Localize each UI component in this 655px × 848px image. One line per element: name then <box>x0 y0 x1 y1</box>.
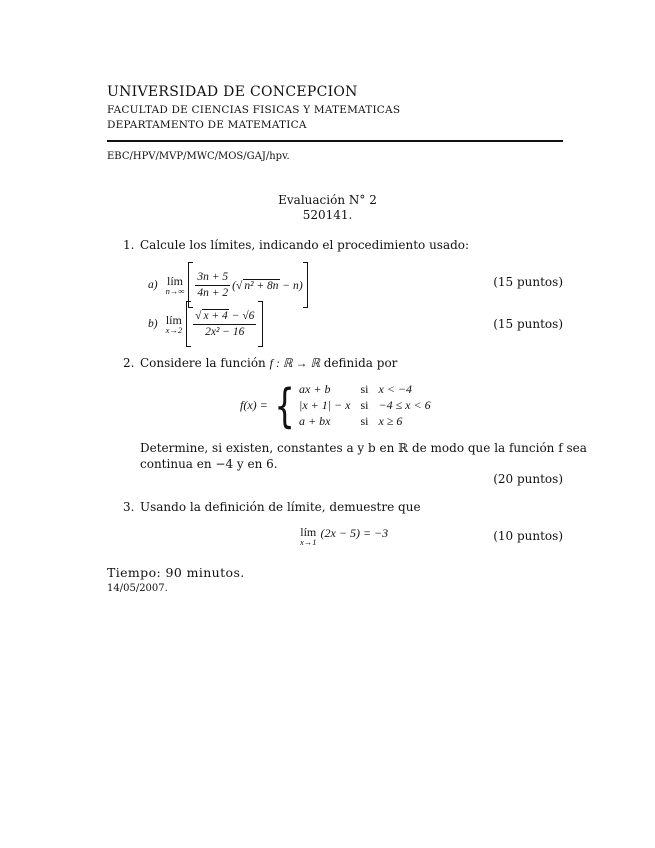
piecewise-definition <box>240 378 431 433</box>
problem-2-points: (20 puntos) <box>493 472 563 486</box>
exam-time: Tiempo: 90 minutos. <box>107 565 245 580</box>
problem-3-equation: (2x − 5) = −3 <box>320 526 389 540</box>
problem-1a-radicand: n² + 8n <box>244 279 279 292</box>
exam-course-code: 520141. <box>302 208 353 222</box>
problem-3-number: 3. <box>123 500 135 514</box>
case-3-expr: a + bx <box>299 414 331 428</box>
problem-1a-points: (15 puntos) <box>493 275 563 289</box>
right-bracket <box>258 301 263 347</box>
problem-1-text: Calcule los límites, indicando el procedimiento usado: <box>140 238 470 252</box>
problem-1a-fraction: $\frac{3n + 5}{4n + 2}$ <box>197 270 229 299</box>
exam-title-line1: Evaluación N° 2 <box>278 193 377 207</box>
faculty-name: FACULTAD DE CIENCIAS FISICAS Y MATEMATICAS <box>107 104 401 116</box>
case-3-cond: x ≥ 6 <box>378 414 403 428</box>
problem-3-expression <box>300 526 388 547</box>
problem-1b-fraction: $\frac{√ x + 4 - √6}{\text{2x² − 16}}$ <box>195 310 255 338</box>
problem-1-number: 1. <box>123 238 135 252</box>
case-2-expr: |x + 1| − x <box>299 398 351 412</box>
problem-2-number: 2. <box>123 356 135 370</box>
problem-2-instructions-line2: continua en −4 y en 6. <box>140 457 278 471</box>
problem-1b-expression <box>148 301 263 347</box>
problem-1b-points: (15 puntos) <box>493 317 563 331</box>
left-bracket <box>186 301 191 347</box>
exam-title <box>0 193 655 223</box>
piecewise-cases: ax + b si x < −4 |x + 1| − x si −4 ≤ x < 6 a + bx si x ≥ 6 <box>299 382 431 428</box>
problem-1b-limit: lím x→2 <box>165 312 183 335</box>
problem-1a-expression: a) lím n→∞ $\frac{3n + 5}{4n + 2}$ (√ n² + 8n − n) <box>148 262 308 308</box>
problem-3-points: (10 puntos) <box>493 529 563 543</box>
right-bracket <box>303 262 308 308</box>
problem-2-instructions-line1: Determine, si existen, constantes a y b en ℝ de modo que la función f sea <box>140 441 587 455</box>
case-1-cond: x < −4 <box>378 382 413 396</box>
case-2-cond: −4 ≤ x < 6 <box>378 398 431 412</box>
problem-3-limit: lím x→1 <box>300 525 317 547</box>
case-1-expr: ax + b <box>299 382 331 396</box>
department-name: DEPARTAMENTO DE MATEMATICA <box>107 119 307 131</box>
problem-1a-limit: lím n→∞ <box>165 273 185 296</box>
left-brace: { <box>274 378 295 433</box>
header-rule <box>107 140 563 142</box>
author-initials: EBC/HPV/MVP/MWC/MOS/GAJ/hpv. <box>107 151 290 162</box>
problem-1b-label: b) <box>148 318 158 330</box>
university-name: UNIVERSIDAD DE CONCEPCION <box>107 84 358 100</box>
piecewise-lhs: f(x) = <box>240 398 268 412</box>
problem-3-text: Usando la definición de límite, demuestre que <box>140 500 421 514</box>
problem-2-text: Considere la función f : ℝ → ℝ definida por <box>140 356 398 370</box>
exam-date: 14/05/2007. <box>107 583 168 594</box>
problem-1a-label: a) <box>148 279 158 291</box>
